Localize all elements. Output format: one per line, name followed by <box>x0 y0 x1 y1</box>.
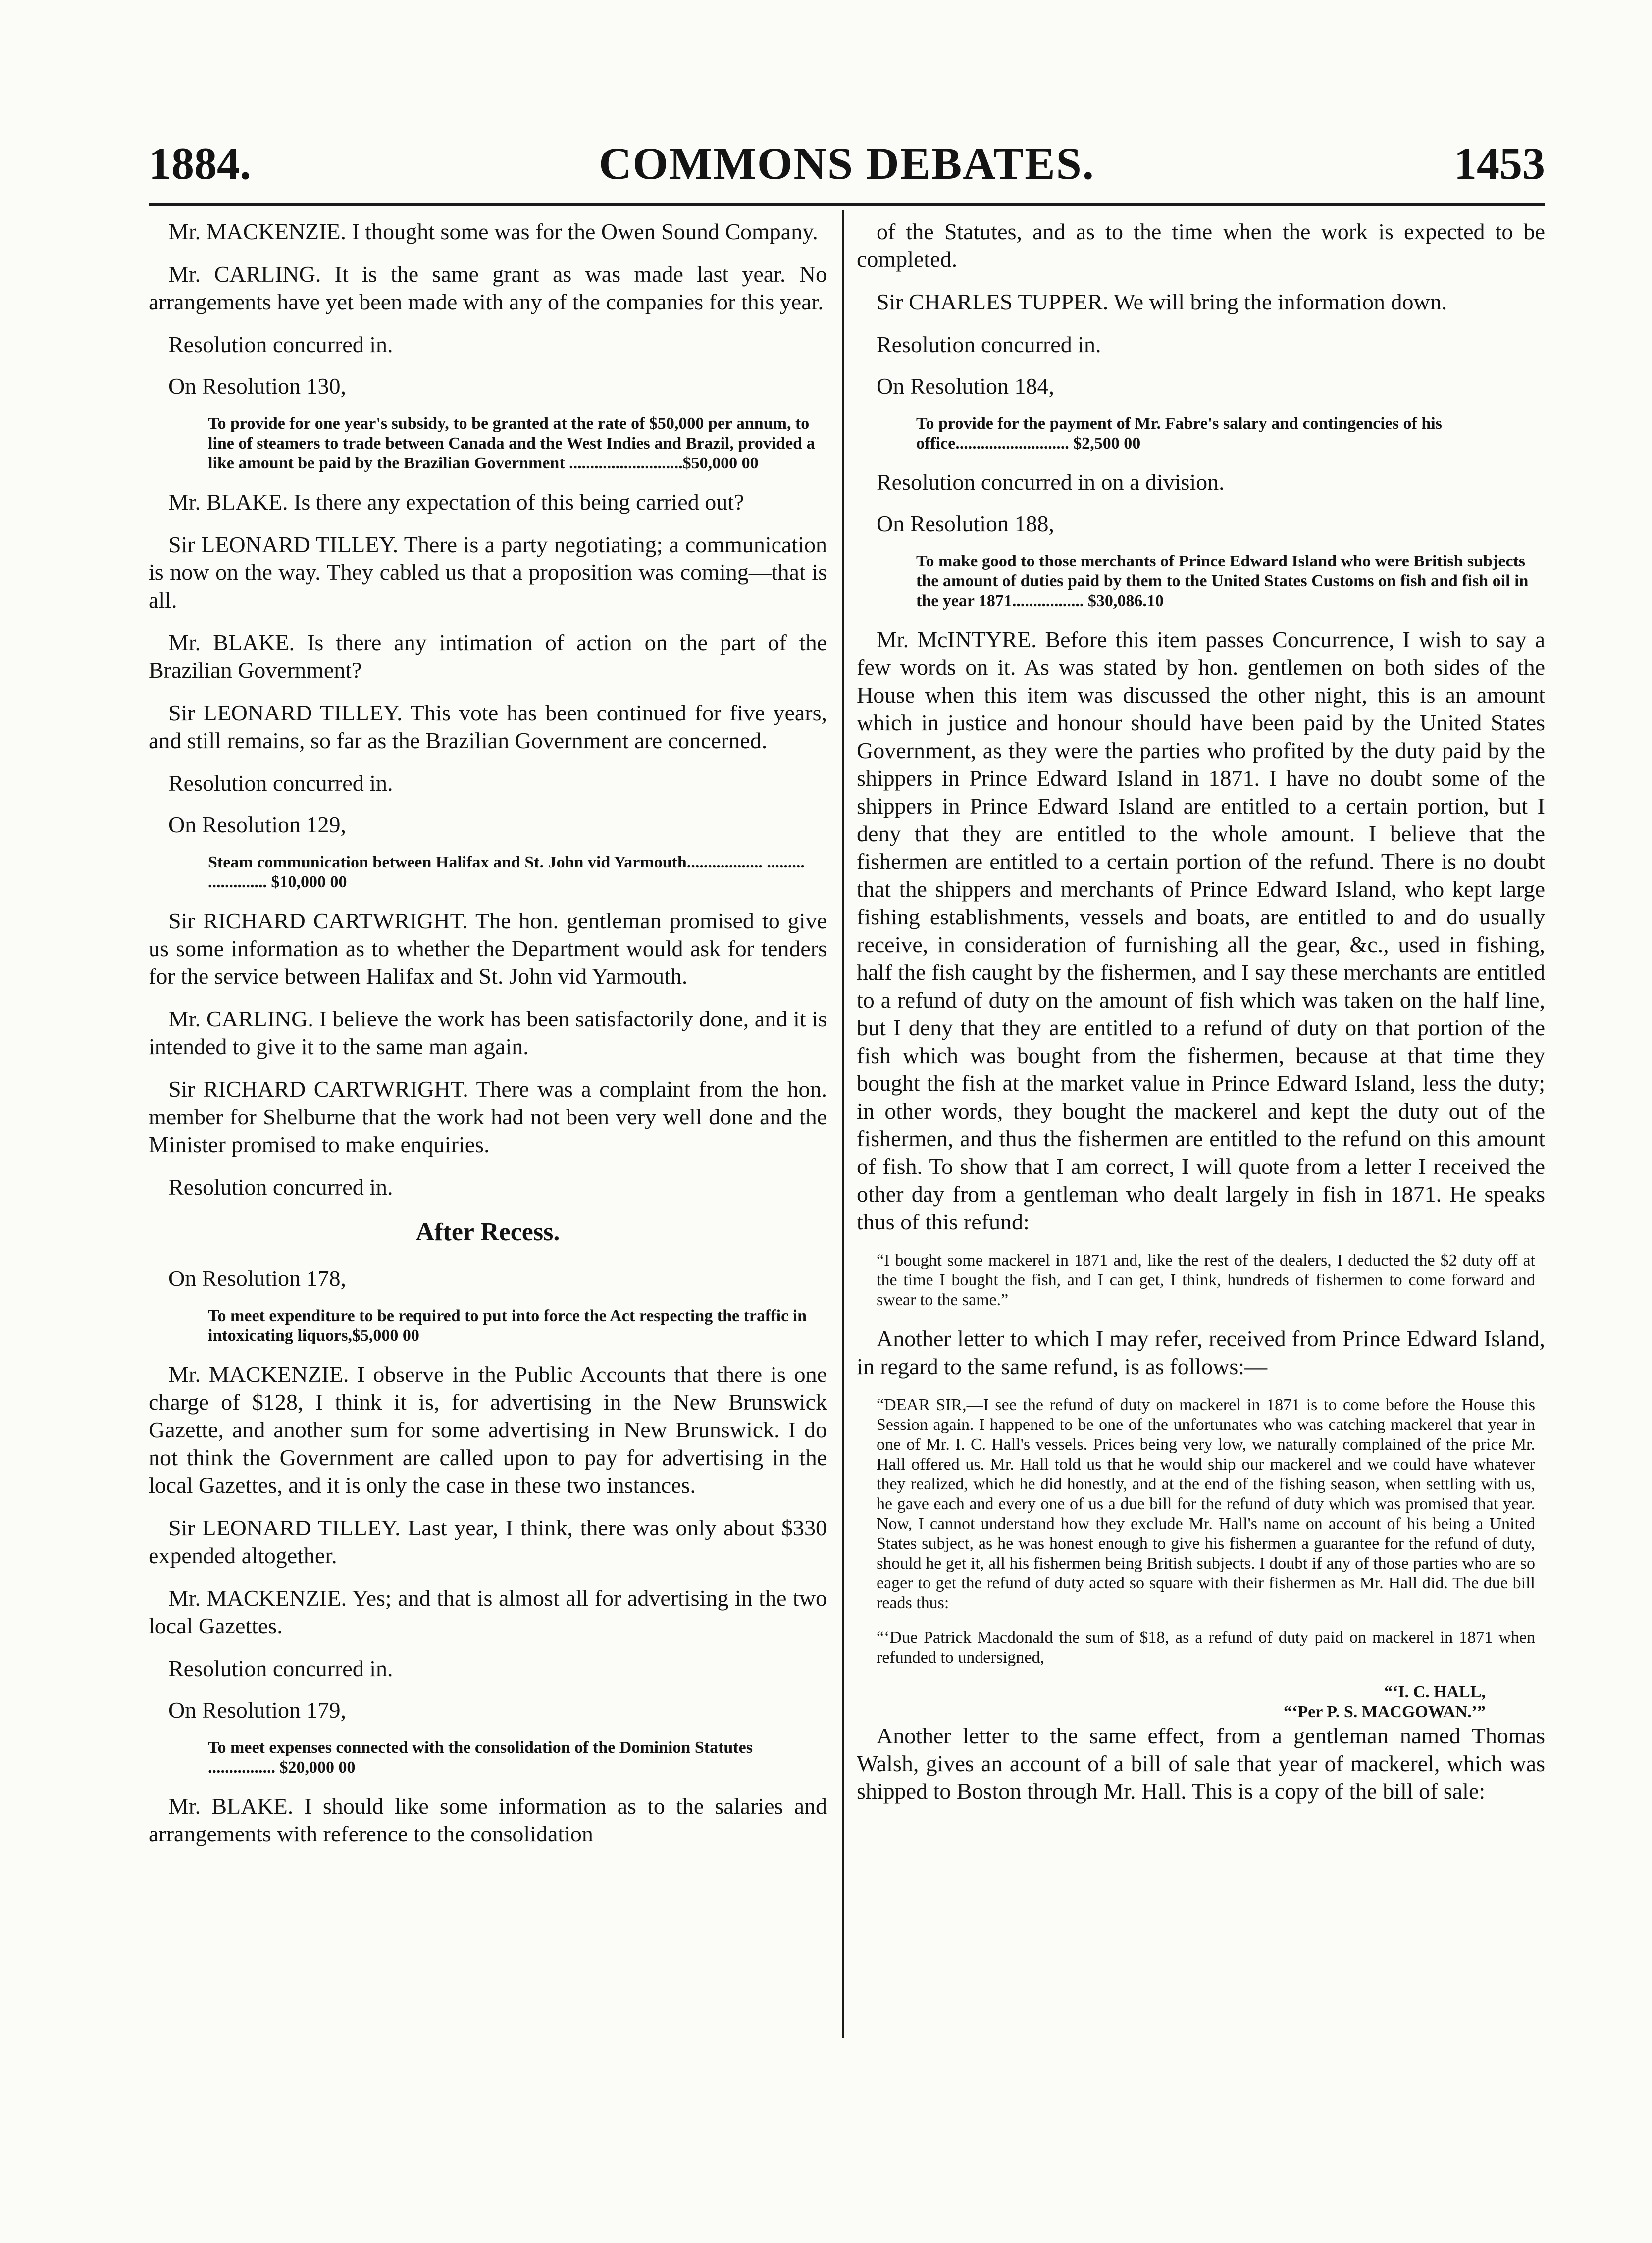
section-heading: After Recess. <box>415 1218 560 1246</box>
header-rule <box>149 203 1545 206</box>
text-paragraph: of the Statutes, and as to the time when the work is expected to be completed. <box>857 219 1545 272</box>
speech-paragraph: Mr. BLAKE. Is there any expectation of this being carried out? <box>168 489 744 514</box>
right-column <box>857 218 1545 1820</box>
speech-paragraph: Sir LEONARD TILLEY. Last year, I think, there was only about $330 expended altogether. <box>149 1515 827 1568</box>
speech-paragraph: Sir LEONARD TILLEY. There is a party negotiating; a communication is now on the way. They cabled us that a proposition was coming—that is all. <box>149 532 827 612</box>
resolution-quote: Steam communication between Halifax and St. John vid Yarmouth.................. ......... .............. $10,000 00 <box>208 853 805 891</box>
resolution-line: On Resolution 178, <box>168 1266 347 1291</box>
resolution-line: On Resolution 179, <box>168 1697 347 1723</box>
resolution-quote: To meet expenditure to be required to put into force the Act respecting the traffic in intoxicating liquors,$5,000 00 <box>208 1307 807 1345</box>
header-year: 1884. <box>149 138 251 189</box>
speech-paragraph: Sir CHARLES TUPPER. We will bring the information down. <box>877 289 1447 314</box>
header-title: COMMONS DEBATES. <box>599 138 1095 189</box>
resolution-line: Resolution concurred in. <box>168 1656 393 1681</box>
resolution-line: Resolution concurred in on a division. <box>877 469 1225 495</box>
resolution-line: On Resolution 129, <box>168 812 347 837</box>
resolution-line: On Resolution 188, <box>877 511 1055 536</box>
resolution-line: Resolution concurred in. <box>168 332 393 357</box>
page-header <box>149 136 1545 201</box>
column-divider <box>842 210 844 2038</box>
speech-paragraph: Sir RICHARD CARTWRIGHT. The hon. gentleman promised to give us some information as to whether the Department would ask for tenders for the service between Halifax and St. John vid Yarmouth. <box>149 908 827 989</box>
speech-paragraph: Sir RICHARD CARTWRIGHT. There was a complaint from the hon. member for Shelburne that the work had not been very well done and the Minister promised to make enquiries. <box>149 1076 827 1157</box>
text-paragraph: Another letter to the same effect, from a gentleman named Thomas Walsh, gives an account of a bill of sale that year of mackerel, which was shipped to Boston through Mr. Hall. This is a copy of the bill of sale: <box>857 1723 1545 1804</box>
speech-paragraph: Mr. McINTYRE. Before this item passes Concurrence, I wish to say a few words on it. As was stated by hon. gentlemen on both sides of the House when this item was discussed the other night, this is an amount which in justice and honour should have been paid by the United States Government, as they were the parties who profited by the duty paid by the shippers in Prince Edward Island in 1871. I have no doubt some of the shippers in Prince Edward Island are entitled to a certain portion, but I deny that they are entitled to the whole amount. I believe that the fishermen are entitled to a certain portion of the refund. There is no doubt that the shippers and merchants of Prince Edward Island, who kept large fishing establishments, vessels and boats, are entitled to and do usually receive, in consideration of furnishing all the gear, &c., used in fishing, half the fish caught by the fishermen, and I say these merchants are entitled to a refund of duty on the amount of fish which was taken on the half line, but I deny that they are entitled to a refund of duty on that portion of the fish which was bought from the fishermen, because at that time they bought the fish at the market value in Prince Edward Island, less the duty; in other words, they bought the mackerel and kept the duty out of the fishermen, and thus the fishermen are entitled to the refund on this amount of fish. To show that I am correct, I will quote from a letter I received the other day from a gentleman who dealt largely in fish in 1871. He speaks thus of this refund: <box>857 627 1545 1234</box>
speech-paragraph: Mr. BLAKE. Is there any intimation of action on the part of the Brazilian Government? <box>149 630 827 683</box>
speech-paragraph: Mr. MACKENZIE. Yes; and that is almost all for advertising in the two local Gazettes. <box>149 1585 827 1638</box>
text-paragraph: Another letter to which I may refer, received from Prince Edward Island, in regard to the same refund, is as follows:— <box>857 1326 1545 1379</box>
left-column <box>149 218 827 1863</box>
speech-paragraph: Mr. BLAKE. I should like some information as to the salaries and arrangements with reference to the consolidation <box>149 1793 827 1846</box>
speech-paragraph: Sir LEONARD TILLEY. This vote has been continued for five years, and still remains, so far as the Brazilian Government are concerned. <box>149 700 827 753</box>
speech-paragraph: Mr. CARLING. I believe the work has been satisfactorily done, and it is intended to give it to the same man again. <box>149 1006 827 1059</box>
speech-paragraph: Mr. MACKENZIE. I thought some was for the Owen Sound Company. <box>168 219 818 244</box>
resolution-quote: To make good to those merchants of Prince Edward Island who were British subjects the amount of duties paid by them to the United States Customs on fish and fish oil in the year 1871................. $30,086.10 <box>916 552 1529 610</box>
resolution-line: Resolution concurred in. <box>168 770 393 796</box>
signature-line: “‘Per P. S. MACGOWAN.’” <box>1284 1703 1486 1721</box>
resolution-quote: To provide for the payment of Mr. Fabre's salary and contingencies of his office........................... $2,500 00 <box>916 414 1442 453</box>
speech-paragraph: Mr. MACKENZIE. I observe in the Public Accounts that there is one charge of $128, I think it is, for advertising in the New Brunswick Gazette, and another sum for some advertising in New Brunswick. I do not think the Government are called upon to pay for advertising in the local Gazettes, and it is only the case in these two instances. <box>149 1362 827 1498</box>
letter-quote: “I bought some mackerel in 1871 and, like the rest of the dealers, I deducted the $2 duty off at the time I bought the fish, and I can get, I think, hundreds of fishermen to come forward and swear to the same.” <box>877 1251 1535 1309</box>
resolution-line: Resolution concurred in. <box>877 332 1101 357</box>
letter-quote: “‘Due Patrick Macdonald the sum of $18, as a refund of duty paid on mackerel in 1871 when refunded to undersigned, <box>877 1629 1535 1667</box>
resolution-line: On Resolution 184, <box>877 373 1055 399</box>
resolution-line: Resolution concurred in. <box>168 1174 393 1200</box>
header-page-number: 1453 <box>1454 138 1545 189</box>
resolution-quote: To provide for one year's subsidy, to be granted at the rate of $50,000 per annum, to line of steamers to trade between Canada and the West Indies and Brazil, provided a like amount be paid by the Brazilian Government ...........................$50,000 00 <box>208 414 815 472</box>
signature-line: “‘I. C. HALL, <box>1384 1683 1486 1701</box>
resolution-quote: To meet expenses connected with the consolidation of the Dominion Statutes ................ $20,000 00 <box>208 1738 753 1777</box>
resolution-line: On Resolution 130, <box>168 373 347 399</box>
letter-quote: “DEAR SIR,—I see the refund of duty on mackerel in 1871 is to come before the House this Session again. I happened to be one of the unfortunates who was catching mackerel that year in one of Mr. I. C. Hall's vessels. Prices being very low, we naturally complained of the price Mr. Hall offered us. Mr. Hall told us that he would ship our mackerel and we could have whatever they realized, which he did honestly, and at the end of the fishing season, when settling with us, he gave each and every one of us a due bill for the refund of duty which was promised that year. Now, I cannot understand how they exclude Mr. Hall's name on account of his being a United States subject, as he was honest enough to give his fishermen a guarantee for the refund of duty, should he get it, all his fishermen being British subjects. I doubt if any of those parties who are so eager to get the refund of duty acted so square with their fishermen as Mr. Hall did. The due bill reads thus: <box>877 1396 1535 1612</box>
speech-paragraph: Mr. CARLING. It is the same grant as was made last year. No arrangements have yet been made with any of the companies for this year. <box>149 261 827 314</box>
